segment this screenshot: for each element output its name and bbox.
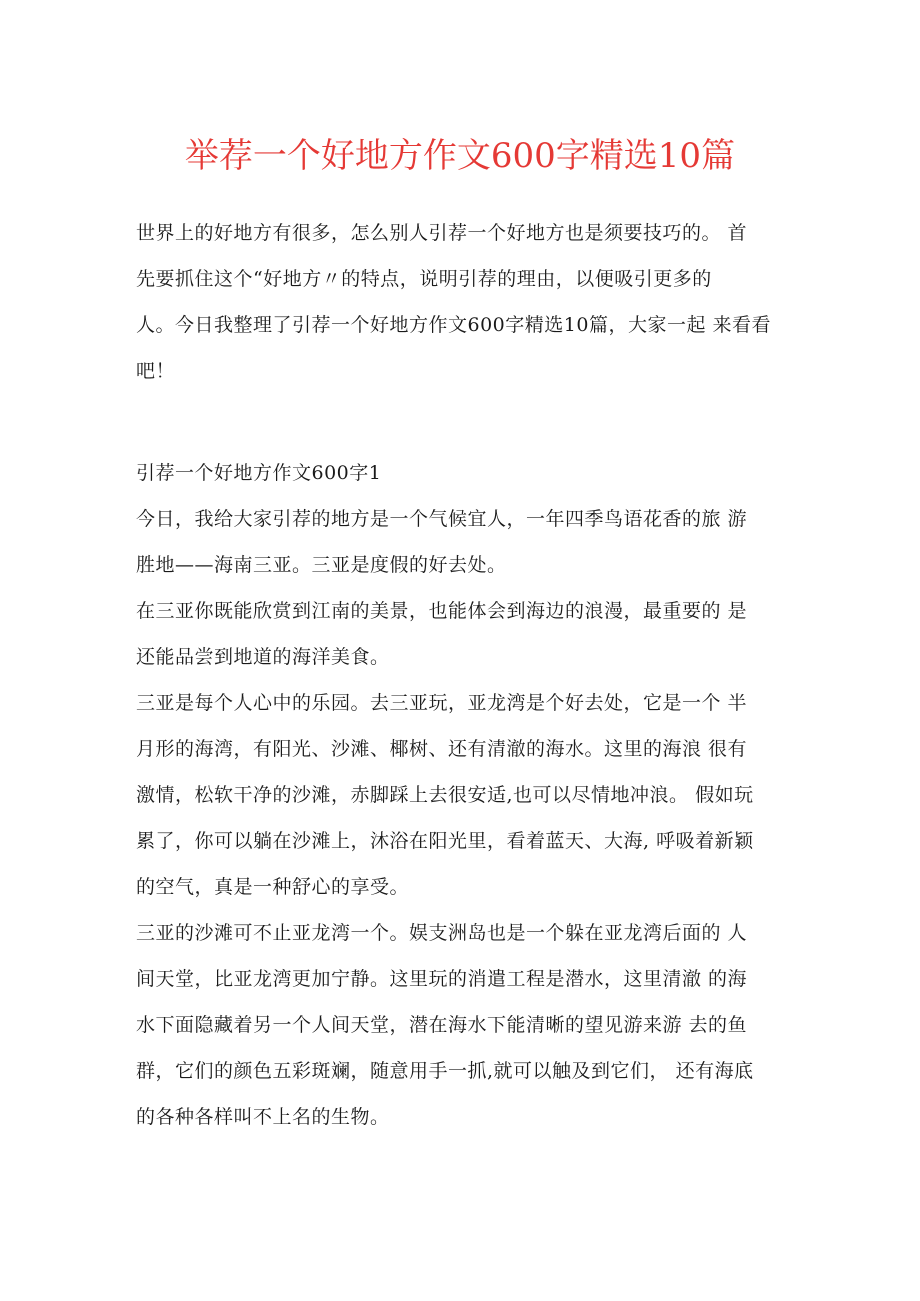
text-line: 水下面隐藏着另一个人间天堂，潜在海水下能清晰的望见游来游 去的鱼 xyxy=(136,1014,748,1036)
text-line: 群，它们的颜色五彩斑斓，随意用手一抓,就可以触及到它们， 还有海底 xyxy=(136,1060,754,1082)
document-title: 举荐一个好地方作文600字精选10篇 xyxy=(184,136,736,176)
text-line: 间天堂，比亚龙湾更加宁静。这里玩的消遣工程是潜水，这里清澈 的海 xyxy=(136,968,748,990)
text-line: 还能品尝到地道的海洋美食。 xyxy=(136,646,390,668)
text-line: 世界上的好地方有很多，怎么别人引荐一个好地方也是须要技巧的。 首 xyxy=(136,222,748,244)
text-line: 的空气，真是一种舒心的享受。 xyxy=(136,876,410,898)
text-line: 激情，松软干净的沙滩，赤脚踩上去很安适,也可以尽情地冲浪。 假如玩 xyxy=(136,784,754,806)
text-line: 人。今日我整理了引荐一个好地方作文600字精选10篇，大家一起 来看看 xyxy=(136,314,771,336)
section-1 xyxy=(136,450,786,1140)
text-line: 的各种各样叫不上名的生物。 xyxy=(136,1106,390,1128)
section-heading: 引荐一个好地方作文600字1 xyxy=(136,462,382,484)
text-line: 在三亚你既能欣赏到江南的美景，也能体会到海边的浪漫，最重要的 是 xyxy=(136,600,748,622)
text-line: 累了，你可以躺在沙滩上，沐浴在阳光里，看着蓝天、大海, 呼吸着新颖 xyxy=(136,830,754,852)
text-line: 吧！ xyxy=(136,360,176,382)
text-line: 月形的海湾，有阳光、沙滩、椰树、还有清澈的海水。这里的海浪 很有 xyxy=(136,738,748,760)
text-line: 胜地——海南三亚。三亚是度假的好去处。 xyxy=(136,554,507,576)
text-line: 三亚是每个人心中的乐园。去三亚玩，亚龙湾是个好去处，它是一个 半 xyxy=(136,692,748,714)
text-line: 先要抓住这个“好地方〃的特点，说明引荐的理由，以便吸引更多的 xyxy=(136,268,712,290)
text-line: 今日，我给大家引荐的地方是一个气候宜人，一年四季鸟语花香的旅 游 xyxy=(136,508,748,530)
text-line: 三亚的沙滩可不止亚龙湾一个。娱支洲岛也是一个躲在亚龙湾后面的 人 xyxy=(136,922,748,944)
intro-paragraph xyxy=(136,210,786,394)
